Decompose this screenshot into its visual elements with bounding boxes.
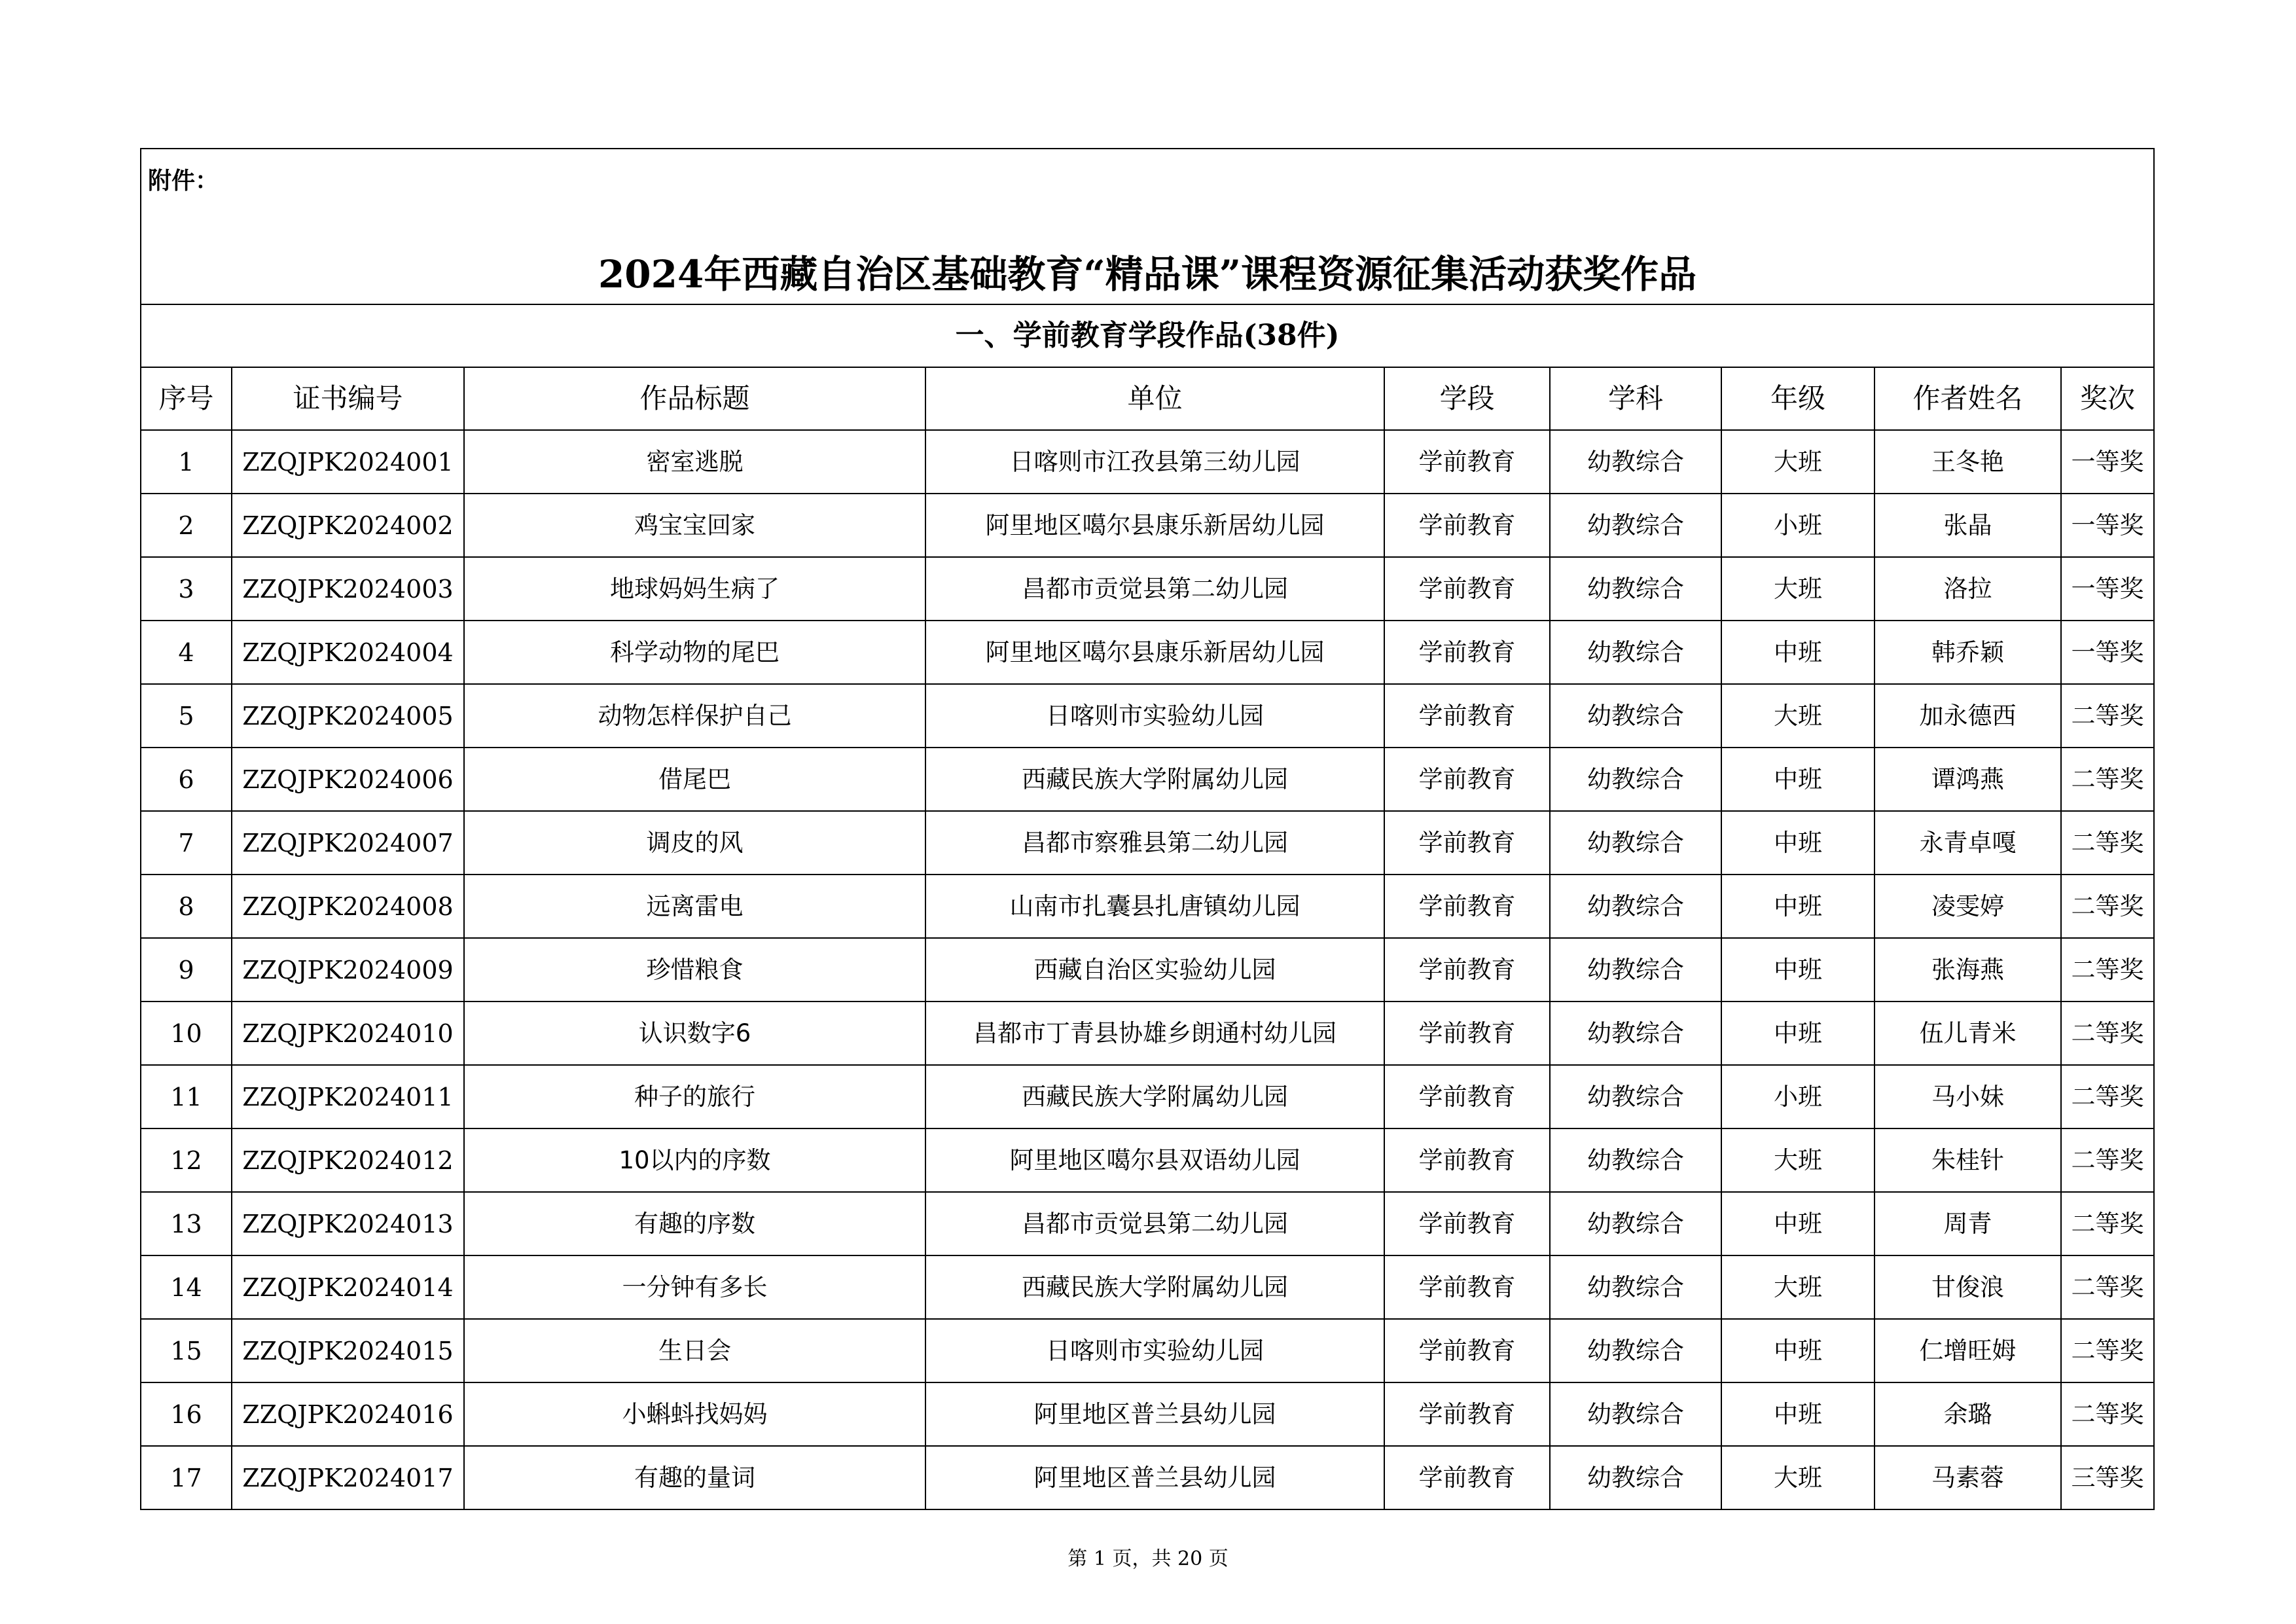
header-subject: 学科: [1550, 367, 1721, 430]
cell-stage: 学前教育: [1384, 875, 1550, 938]
cell-seq: 17: [141, 1446, 232, 1509]
cell-award: 二等奖: [2061, 1001, 2154, 1065]
cell-award: 二等奖: [2061, 684, 2154, 748]
cell-award: 二等奖: [2061, 1192, 2154, 1255]
table-row: [141, 1319, 2154, 1382]
cell-work-title: 小蝌蚪找妈妈: [464, 1382, 925, 1446]
header-grade: 年级: [1721, 367, 1874, 430]
cell-stage: 学前教育: [1384, 1446, 1550, 1509]
cell-subject: 幼教综合: [1550, 938, 1721, 1001]
cell-work-title: 调皮的风: [464, 811, 925, 875]
cell-work-title: 种子的旅行: [464, 1065, 925, 1128]
table-row: [141, 557, 2154, 621]
cell-unit: 昌都市察雅县第二幼儿园: [925, 811, 1384, 875]
cell-subject: 幼教综合: [1550, 1001, 1721, 1065]
cell-cert-no: ZZQJPK2024010: [232, 1001, 464, 1065]
cell-subject: 幼教综合: [1550, 1255, 1721, 1319]
cell-author: 加永德西: [1874, 684, 2061, 748]
cell-stage: 学前教育: [1384, 494, 1550, 557]
cell-award: 二等奖: [2061, 811, 2154, 875]
cell-stage: 学前教育: [1384, 557, 1550, 621]
cell-seq: 10: [141, 1001, 232, 1065]
page-footer: 第 1 页，共 20 页: [1067, 1547, 1229, 1570]
cell-subject: 幼教综合: [1550, 684, 1721, 748]
cell-seq: 7: [141, 811, 232, 875]
cell-author: 周青: [1874, 1192, 2061, 1255]
cell-subject: 幼教综合: [1550, 1128, 1721, 1192]
table-row: [141, 1128, 2154, 1192]
table-row: [141, 1446, 2154, 1509]
cell-grade: 中班: [1721, 1382, 1874, 1446]
table-row: [141, 1382, 2154, 1446]
table-row: [141, 811, 2154, 875]
table-row: [141, 494, 2154, 557]
cell-seq: 8: [141, 875, 232, 938]
cell-award: 一等奖: [2061, 430, 2154, 494]
table-row: [141, 1255, 2154, 1319]
cell-subject: 幼教综合: [1550, 1065, 1721, 1128]
cell-author: 伍儿青米: [1874, 1001, 2061, 1065]
cell-subject: 幼教综合: [1550, 557, 1721, 621]
cell-grade: 大班: [1721, 1128, 1874, 1192]
cell-seq: 5: [141, 684, 232, 748]
cell-cert-no: ZZQJPK2024009: [232, 938, 464, 1001]
cell-seq: 12: [141, 1128, 232, 1192]
cell-award: 一等奖: [2061, 557, 2154, 621]
cell-seq: 3: [141, 557, 232, 621]
cell-cert-no: ZZQJPK2024016: [232, 1382, 464, 1446]
cell-seq: 16: [141, 1382, 232, 1446]
cell-work-title: 生日会: [464, 1319, 925, 1382]
section-row: [141, 304, 2154, 367]
cell-award: 三等奖: [2061, 1446, 2154, 1509]
cell-stage: 学前教育: [1384, 748, 1550, 811]
header-cert-no: 证书编号: [232, 367, 464, 430]
cell-author: 马小妹: [1874, 1065, 2061, 1128]
cell-unit: 西藏民族大学附属幼儿园: [925, 748, 1384, 811]
attachment-row: [141, 149, 2154, 241]
cell-work-title: 认识数字6: [464, 1001, 925, 1065]
cell-unit: 阿里地区噶尔县康乐新居幼儿园: [925, 494, 1384, 557]
cell-subject: 幼教综合: [1550, 1192, 1721, 1255]
cell-stage: 学前教育: [1384, 1001, 1550, 1065]
cell-grade: 小班: [1721, 494, 1874, 557]
cell-stage: 学前教育: [1384, 938, 1550, 1001]
cell-unit: 日喀则市江孜县第三幼儿园: [925, 430, 1384, 494]
cell-cert-no: ZZQJPK2024013: [232, 1192, 464, 1255]
cell-work-title: 10以内的序数: [464, 1128, 925, 1192]
table-row: [141, 748, 2154, 811]
cell-author: 仁增旺姆: [1874, 1319, 2061, 1382]
cell-work-title: 借尾巴: [464, 748, 925, 811]
cell-cert-no: ZZQJPK2024003: [232, 557, 464, 621]
cell-seq: 1: [141, 430, 232, 494]
cell-subject: 幼教综合: [1550, 811, 1721, 875]
cell-unit: 日喀则市实验幼儿园: [925, 684, 1384, 748]
cell-stage: 学前教育: [1384, 1065, 1550, 1128]
cell-seq: 13: [141, 1192, 232, 1255]
table-header-row: [141, 367, 2154, 430]
header-stage: 学段: [1384, 367, 1550, 430]
cell-cert-no: ZZQJPK2024006: [232, 748, 464, 811]
cell-cert-no: ZZQJPK2024001: [232, 430, 464, 494]
cell-unit: 昌都市贡觉县第二幼儿园: [925, 1192, 1384, 1255]
cell-grade: 大班: [1721, 557, 1874, 621]
cell-grade: 中班: [1721, 1001, 1874, 1065]
cell-seq: 6: [141, 748, 232, 811]
cell-seq: 11: [141, 1065, 232, 1128]
cell-award: 二等奖: [2061, 875, 2154, 938]
cell-unit: 阿里地区普兰县幼儿园: [925, 1446, 1384, 1509]
cell-grade: 大班: [1721, 684, 1874, 748]
cell-author: 谭鸿燕: [1874, 748, 2061, 811]
cell-grade: 中班: [1721, 1192, 1874, 1255]
cell-work-title: 动物怎样保护自己: [464, 684, 925, 748]
cell-cert-no: ZZQJPK2024015: [232, 1319, 464, 1382]
cell-unit: 昌都市丁青县协雄乡朗通村幼儿园: [925, 1001, 1384, 1065]
cell-author: 凌雯婷: [1874, 875, 2061, 938]
cell-subject: 幼教综合: [1550, 621, 1721, 684]
cell-cert-no: ZZQJPK2024007: [232, 811, 464, 875]
cell-grade: 大班: [1721, 1446, 1874, 1509]
cell-seq: 15: [141, 1319, 232, 1382]
cell-subject: 幼教综合: [1550, 1446, 1721, 1509]
cell-award: 一等奖: [2061, 621, 2154, 684]
cell-work-title: 密室逃脱: [464, 430, 925, 494]
cell-grade: 大班: [1721, 430, 1874, 494]
cell-work-title: 科学动物的尾巴: [464, 621, 925, 684]
section-title: 一、学前教育学段作品(38件): [141, 304, 2154, 367]
cell-unit: 西藏自治区实验幼儿园: [925, 938, 1384, 1001]
header-seq: 序号: [141, 367, 232, 430]
cell-stage: 学前教育: [1384, 1192, 1550, 1255]
cell-subject: 幼教综合: [1550, 875, 1721, 938]
cell-cert-no: ZZQJPK2024004: [232, 621, 464, 684]
cell-author: 余璐: [1874, 1382, 2061, 1446]
table-row: [141, 684, 2154, 748]
cell-award: 二等奖: [2061, 938, 2154, 1001]
cell-award: 一等奖: [2061, 494, 2154, 557]
cell-author: 朱桂针: [1874, 1128, 2061, 1192]
cell-seq: 9: [141, 938, 232, 1001]
cell-work-title: 有趣的量词: [464, 1446, 925, 1509]
cell-stage: 学前教育: [1384, 811, 1550, 875]
cell-unit: 山南市扎囊县扎唐镇幼儿园: [925, 875, 1384, 938]
cell-work-title: 一分钟有多长: [464, 1255, 925, 1319]
cell-stage: 学前教育: [1384, 1382, 1550, 1446]
cell-unit: 西藏民族大学附属幼儿园: [925, 1065, 1384, 1128]
table-row: [141, 621, 2154, 684]
header-unit: 单位: [925, 367, 1384, 430]
cell-award: 二等奖: [2061, 1382, 2154, 1446]
cell-author: 马素蓉: [1874, 1446, 2061, 1509]
header-author: 作者姓名: [1874, 367, 2061, 430]
table-row: [141, 1001, 2154, 1065]
cell-seq: 14: [141, 1255, 232, 1319]
cell-grade: 中班: [1721, 811, 1874, 875]
cell-subject: 幼教综合: [1550, 430, 1721, 494]
cell-grade: 大班: [1721, 1255, 1874, 1319]
cell-grade: 中班: [1721, 938, 1874, 1001]
header-work-title: 作品标题: [464, 367, 925, 430]
cell-work-title: 鸡宝宝回家: [464, 494, 925, 557]
cell-grade: 中班: [1721, 875, 1874, 938]
cell-award: 二等奖: [2061, 1128, 2154, 1192]
cell-unit: 阿里地区普兰县幼儿园: [925, 1382, 1384, 1446]
cell-cert-no: ZZQJPK2024017: [232, 1446, 464, 1509]
cell-author: 韩乔颖: [1874, 621, 2061, 684]
cell-cert-no: ZZQJPK2024008: [232, 875, 464, 938]
table-row: [141, 1192, 2154, 1255]
header-award: 奖次: [2061, 367, 2154, 430]
cell-grade: 中班: [1721, 748, 1874, 811]
cell-unit: 昌都市贡觉县第二幼儿园: [925, 557, 1384, 621]
cell-stage: 学前教育: [1384, 1128, 1550, 1192]
cell-subject: 幼教综合: [1550, 1382, 1721, 1446]
cell-author: 洛拉: [1874, 557, 2061, 621]
cell-cert-no: ZZQJPK2024014: [232, 1255, 464, 1319]
awards-table: [140, 148, 2155, 1510]
cell-stage: 学前教育: [1384, 684, 1550, 748]
table-row: [141, 430, 2154, 494]
table-row: [141, 938, 2154, 1001]
cell-subject: 幼教综合: [1550, 494, 1721, 557]
cell-seq: 4: [141, 621, 232, 684]
cell-unit: 日喀则市实验幼儿园: [925, 1319, 1384, 1382]
cell-stage: 学前教育: [1384, 1255, 1550, 1319]
cell-unit: 阿里地区噶尔县双语幼儿园: [925, 1128, 1384, 1192]
cell-author: 永青卓嘎: [1874, 811, 2061, 875]
cell-award: 二等奖: [2061, 748, 2154, 811]
cell-cert-no: ZZQJPK2024011: [232, 1065, 464, 1128]
attachment-label: 附件：: [141, 149, 2154, 241]
table-row: [141, 875, 2154, 938]
cell-author: 张晶: [1874, 494, 2061, 557]
table-row: [141, 1065, 2154, 1128]
cell-work-title: 远离雷电: [464, 875, 925, 938]
cell-work-title: 珍惜粮食: [464, 938, 925, 1001]
cell-author: 王冬艳: [1874, 430, 2061, 494]
document-title: 2024年西藏自治区基础教育“精品课”课程资源征集活动获奖作品: [141, 241, 2154, 304]
cell-unit: 西藏民族大学附属幼儿园: [925, 1255, 1384, 1319]
cell-work-title: 地球妈妈生病了: [464, 557, 925, 621]
cell-stage: 学前教育: [1384, 621, 1550, 684]
cell-work-title: 有趣的序数: [464, 1192, 925, 1255]
cell-subject: 幼教综合: [1550, 748, 1721, 811]
cell-cert-no: ZZQJPK2024012: [232, 1128, 464, 1192]
cell-subject: 幼教综合: [1550, 1319, 1721, 1382]
cell-stage: 学前教育: [1384, 1319, 1550, 1382]
cell-award: 二等奖: [2061, 1255, 2154, 1319]
title-row: [141, 241, 2154, 304]
cell-grade: 小班: [1721, 1065, 1874, 1128]
cell-seq: 2: [141, 494, 232, 557]
cell-award: 二等奖: [2061, 1065, 2154, 1128]
cell-cert-no: ZZQJPK2024002: [232, 494, 464, 557]
cell-author: 甘俊浪: [1874, 1255, 2061, 1319]
cell-author: 张海燕: [1874, 938, 2061, 1001]
cell-award: 二等奖: [2061, 1319, 2154, 1382]
cell-stage: 学前教育: [1384, 430, 1550, 494]
cell-grade: 中班: [1721, 1319, 1874, 1382]
cell-grade: 中班: [1721, 621, 1874, 684]
cell-cert-no: ZZQJPK2024005: [232, 684, 464, 748]
cell-unit: 阿里地区噶尔县康乐新居幼儿园: [925, 621, 1384, 684]
